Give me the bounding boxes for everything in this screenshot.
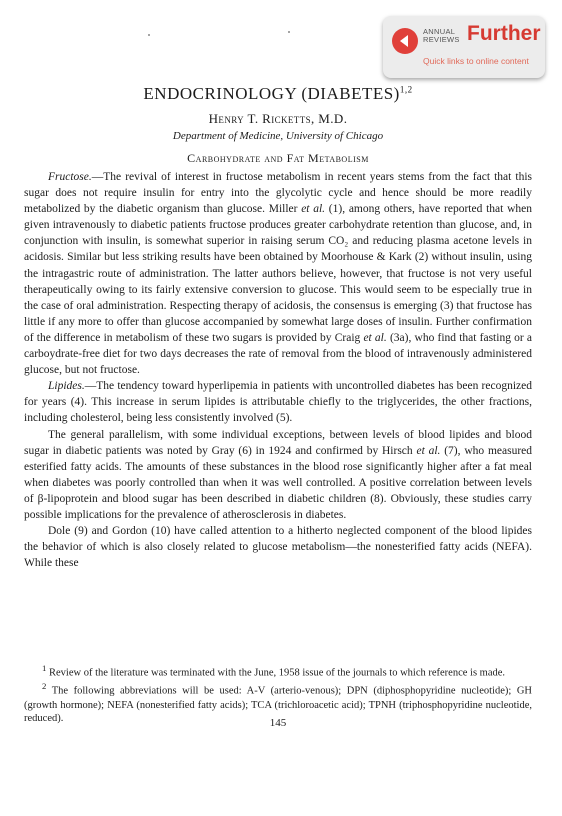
- article-author: Henry T. Ricketts, M.D.: [208, 111, 348, 126]
- footnote-1: [24, 662, 532, 680]
- et-al: et al.: [363, 331, 387, 344]
- article-department: Department of Medicine, University of Chicago: [172, 130, 384, 142]
- banner-further[interactable]: Further: [467, 22, 541, 45]
- paragraph-text: —The revival of interest in fructose metabolism in recent years stems from the fact that this sugar does not require insulin for entry into the glycolytic cycle and hence should be more readily metabolized by the diabetic organism than glucose. Miller: [24, 171, 532, 216]
- footnote-mark: 2: [42, 681, 47, 692]
- paragraph-text: (1), among others, have reported that when given intravenously to diabetic patients fructose produces greater carbohydrate retention than glucose, and, in conjunction with insulin, is somewhat superior in raising serum CO₂ and reducing plasma acetone levels in acidosis. Similar but less striking results have been obtained by Moorhouse & Kark (2) without insulin, using the intragastric route of administration. The latter authors believe, however, that fructose is not very useful therapeutically owing to its fairly extensive conversion to glucose. This would seem to be especially true in the case of oral administration. Respecting therapy of acidosis, the consensus is emerging (3) that fructose has little if any more to offer than glucose accompanied by somewhat large doses of insulin. Further confirmation of the difference in metabolism of these two sugars is provided by Craig: [24, 203, 532, 344]
- paragraph-text: (7), who measured esterified fatty acids. The amounts of these substances in the blood rose significantly higher after a fat meal when diabetes was poorly controlled than when it was well controlled. A positive correlation between levels of β-lipoprotein and blood sugar has been described in diabetic children (8). Obviously, these studies carry possible implications for the prevalence of atherosclerosis in diabetes.: [24, 444, 533, 521]
- paragraph-lipides: [24, 378, 532, 426]
- article-title-text: ENDOCRINOLOGY (DIABETES): [143, 84, 400, 103]
- section-heading: Carbohydrate and Fat Metabolism: [187, 151, 369, 165]
- banner-brand-text: [423, 28, 460, 44]
- banner-reviews: REVIEWS: [423, 35, 460, 44]
- paragraph-text: (3a), who find that fasting or a carboydrate-free diet for two days decreases the rate of removal from the blood of intravenously administered glucose, but not fructose.: [24, 331, 532, 377]
- further-banner[interactable]: [383, 16, 545, 78]
- scan-speck: [148, 34, 150, 36]
- paragraph-parallelism: [24, 427, 532, 524]
- paragraph-lead: Lipides.: [48, 380, 85, 393]
- title-footnote-refs[interactable]: 1,2: [399, 84, 413, 95]
- paragraph-text: The general parallelism, with some individual exceptions, between levels of blood lipides and blood sugar in diabetic patients was noted by Gray (6) in 1924 and confirmed by Hirsch: [24, 428, 532, 457]
- article-body: [24, 169, 532, 571]
- banner-annual: ANNUAL: [423, 27, 456, 36]
- paragraph-nefa: [24, 523, 532, 571]
- footnote-text: The following abbreviations will be used: A-V (arterio-venous); DPN (diphosphopyridine nucleotide); GH (growth hormone); NEFA (nonesterified fatty acids); TCA (trichloroacetic acid); TPNH (triphosphopyridine nucleotide, reduced).: [24, 685, 532, 725]
- paragraph-fructose: [24, 169, 532, 378]
- article-title: [24, 84, 532, 104]
- paragraph-text: —The tendency toward hyperlipemia in patients with uncontrolled diabetes has been recognized for years (4). This increase in serum lipides is attributable chiefly to the triglycerides, the other fractions, including cholesterol, being less consistently involved (5).: [24, 380, 532, 425]
- annual-reviews-arrow-icon: [392, 28, 418, 54]
- paragraph-text: Dole (9) and Gordon (10) have called attention to a hitherto neglected component of the blood lipides the behavior of which is also closely related to glucose metabolism—the nonesterified fatty acids (NEFA). While these: [24, 525, 532, 570]
- et-al: et al.: [301, 203, 326, 216]
- paragraph-lead: Fructose.: [48, 171, 92, 183]
- banner-quick-links[interactable]: Quick links to online content: [423, 56, 529, 66]
- page-number: 145: [269, 717, 287, 729]
- footnote-mark: 1: [42, 663, 47, 673]
- arrow-left-icon: [400, 35, 408, 47]
- et-al: et al.: [416, 444, 441, 457]
- footnote-text: Review of the literature was terminated with the June, 1958 issue of the journals to which reference is made.: [46, 667, 506, 679]
- scan-speck: [288, 31, 290, 33]
